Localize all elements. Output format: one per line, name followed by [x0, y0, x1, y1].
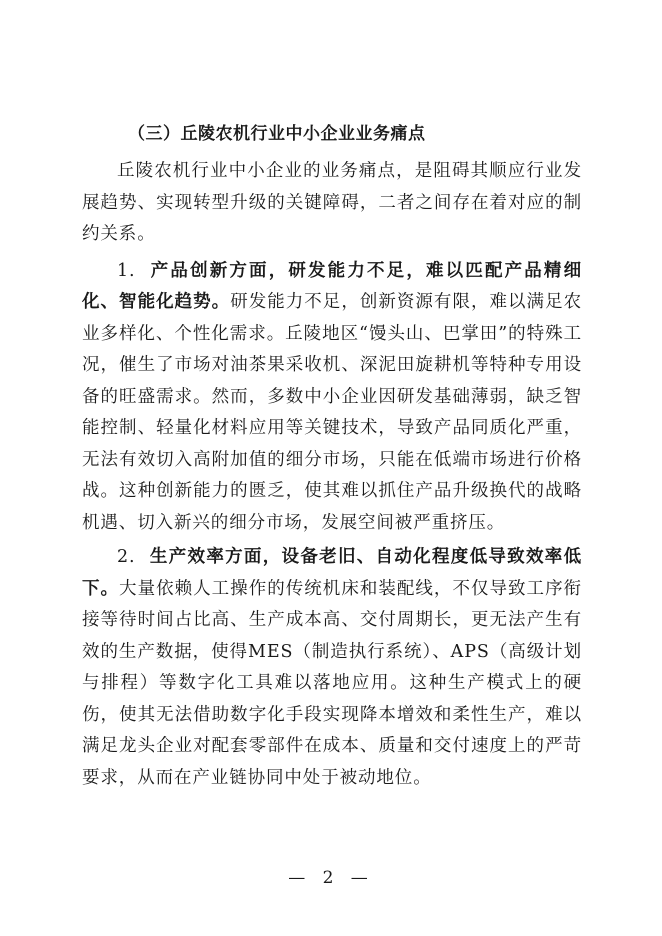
- item-number-1: 1.: [117, 260, 136, 281]
- item-lead-1: 产品创新方面，研发能力不足，难以匹配产品精细化、智能化趋势。: [82, 260, 582, 312]
- page-number: — 2 —: [288, 868, 374, 888]
- item-number-2: 2.: [117, 547, 136, 567]
- intro-paragraph: 丘陵农机行业中小企业的业务痛点，是阻碍其顺应行业发展趋势、实现转型升级的关键障碍，二者之间存在着对应的制约关系。: [82, 161, 582, 244]
- item-lead-2: 生产效率方面，设备老旧、自动化程度低导致效率低下。: [82, 547, 582, 599]
- item-body-1: 研发能力不足，创新资源有限，难以满足农业多样化、个性化需求。丘陵地区“馒头山、巴掌田”的特殊工况，催生了市场对油茶果采收机、深泥田旋耕机等特种专用设备的旺盛需求。然而，多数中小企业因研发基础薄弱，缺乏智能控制、轻量化材料应用等关键技术，导致产品同质化严重，无法有效切入高附加值的细分市场，只能在低端市场进行价格战。这种创新能力的匮乏，使其难以抓住产品升级换代的战略机遇、切入新兴的细分市场，发展空间被严重挤压。: [82, 292, 582, 533]
- item-paragraph-2: [82, 542, 582, 794]
- item-body-2: 大量依赖人工操作的传统机床和装配线，不仅导致工序衔接等待时间占比高、生产成本高、交付周期长，更无法产生有效的生产数据，使得MES（制造执行系统）、APS（高级计划与排程）等数字化工具难以落地应用。这种生产模式上的硬伤，使其无法借助数字化手段实现降本增效和柔性生产，难以满足龙头企业对配套零部件在成本、质量和交付速度上的严苛要求，从而在产业链协同中处于被动地位。: [82, 578, 582, 788]
- section-heading: （三）丘陵农机行业中小企业业务痛点: [128, 124, 426, 144]
- item-paragraph-1: [82, 256, 582, 540]
- document-body: [82, 118, 582, 794]
